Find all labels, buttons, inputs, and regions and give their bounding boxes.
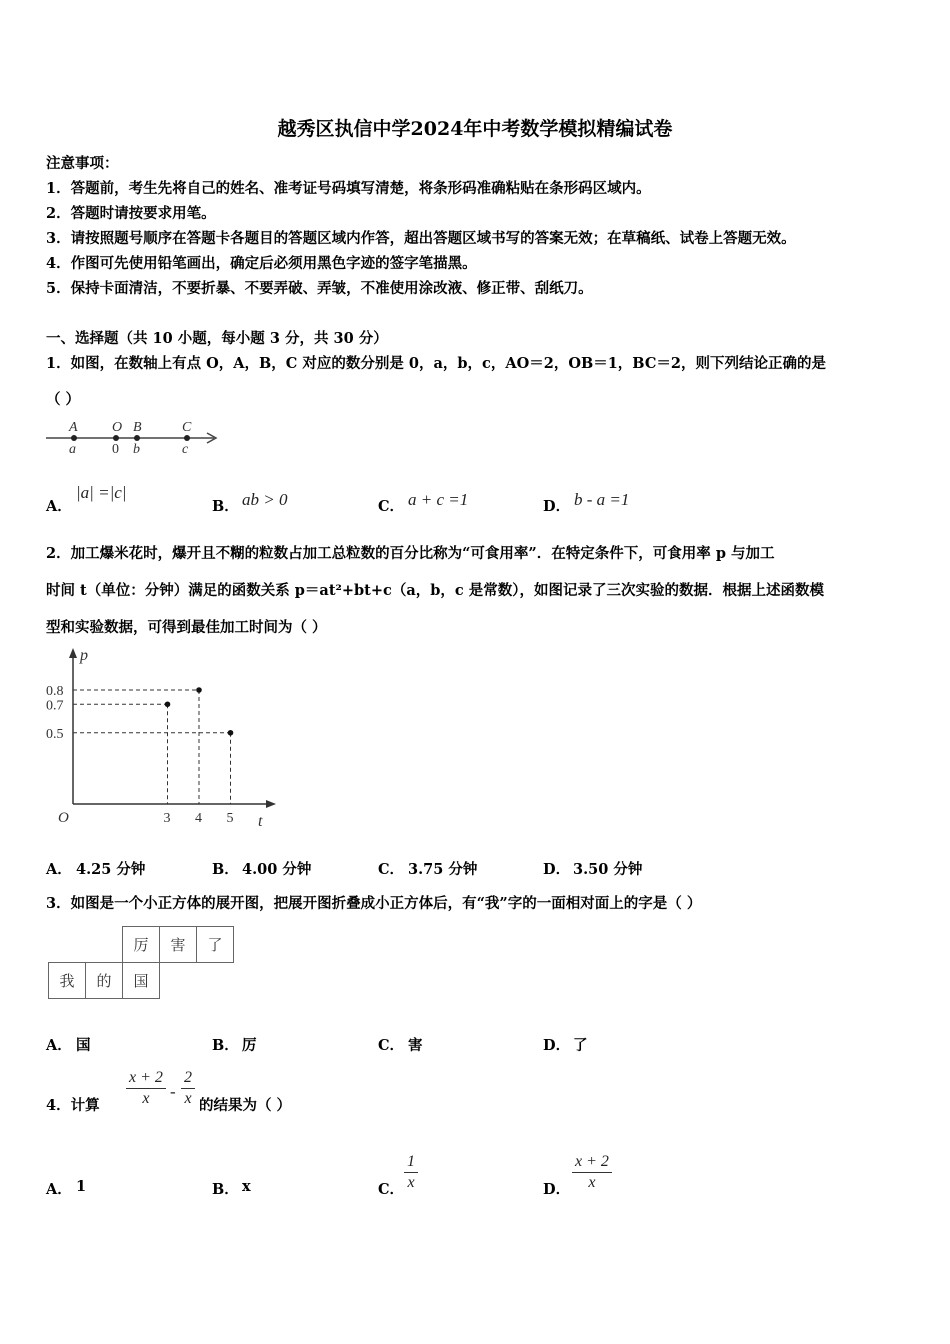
q4-option-c-denominator: x [407,1174,415,1191]
q1-stem-blank: （ ） [46,391,81,408]
x-axis-arrow [266,800,276,808]
q4-option-d-label: D． [543,1181,571,1198]
notice-item: 3．请按照题号顺序在答题卡各题目的答题区域内作答，超出答题区域书写的答案无效；在草稿纸、试卷上答题无效。 [46,230,796,247]
q4-option-a-label: A． [46,1181,72,1198]
q2-stem-line2: 时间 t（单位：分钟）满足的函数关系 p＝at²+bt+c（a，b，c 是常数），如图记录了三次实验的数据．根据上述函数模 [46,582,824,599]
label-B: B [133,420,142,435]
x-axis-label: t [258,813,263,830]
q1-option-d-label: D． [543,498,571,515]
point-o-dot [113,435,119,441]
q4-option-c-numerator: 1 [404,1152,418,1173]
q2-option-a-text: 4.25 分钟 [76,861,146,878]
y-tick-label: 0.8 [46,684,64,699]
q4-fraction-1 [126,1068,166,1109]
q2-chart [40,640,290,835]
q2-option-a-label: A． [46,861,72,878]
q1-number-line [42,416,232,460]
q4-frac2-numerator: 2 [181,1068,195,1089]
q3-stem: 3．如图是一个小正方体的展开图，把展开图折叠成小正方体后，有“我”字的一面相对面上的字是（ ） [46,895,702,912]
label-c: c [182,442,189,457]
q3-option-b-label: B． [212,1037,239,1054]
q2-stem-line1: 2．加工爆米花时，爆开且不糊的粒数占加工总粒数的百分比称为“可食用率”．在特定条件下，可食用率 p 与加工 [46,545,775,562]
data-point-0 [165,701,171,707]
q2-option-c-text: 3.75 分钟 [408,861,478,878]
y-axis-arrow [69,648,77,658]
label-0: 0 [112,442,119,457]
net-cell: 了 [197,927,234,963]
q3-option-a-label: A． [46,1037,72,1054]
q3-option-d-label: D． [543,1037,571,1054]
q4-option-d-fraction [572,1152,612,1193]
q2-option-b-text: 4.00 分钟 [242,861,312,878]
label-A: A [69,420,78,435]
section-heading: 一、选择题（共 10 小题，每小题 3 分，共 30 分） [46,330,388,347]
q3-option-a-text: 国 [76,1037,91,1054]
x-tick-label: 4 [195,811,202,826]
q1-option-c-expr: a + c =1 [408,490,469,509]
net-cell: 害 [160,927,197,963]
q4-option-b-text: x [242,1178,251,1195]
origin-label: O [58,810,69,826]
notice-item: 1．答题前，考生先将自己的姓名、准考证号码填写清楚，将条形码准确粘贴在条形码区域内。 [46,180,651,197]
q1-stem: 1．如图，在数轴上有点 O，A，B，C 对应的数分别是 0，a，b，c，AO＝2，OB＝1，BC＝2，则下列结论正确的是 [46,355,826,372]
q1-option-d-expr: b - a =1 [574,490,630,509]
q2-stem-line3: 型和实验数据，可得到最佳加工时间为（ ） [46,619,327,636]
q3-option-d-text: 了 [573,1037,588,1054]
y-axis-label: p [80,647,88,664]
point-c-dot [184,435,190,441]
label-a: a [69,442,76,457]
q4-frac2-denominator: x [184,1090,192,1107]
q1-option-b-expr: ab > 0 [242,490,288,509]
q1-option-a-label: A． [46,498,72,515]
q2-option-b-label: B． [212,861,239,878]
label-b: b [133,442,140,457]
data-point-1 [196,687,202,693]
q2-option-c-label: C． [378,861,405,878]
q4-option-c-fraction [404,1152,418,1193]
q3-option-b-text: 厉 [242,1037,257,1054]
notice-item: 4．作图可先使用铅笔画出，确定后必须用黑色字迹的签字笔描黑。 [46,255,477,272]
data-point-2 [228,730,234,736]
q4-fraction-2 [181,1068,195,1109]
y-tick-label: 0.7 [46,698,64,714]
q4-option-d-numerator: x + 2 [572,1152,612,1173]
net-cell: 的 [86,963,123,999]
x-tick-label: 5 [226,811,234,826]
q3-cube-net [48,926,234,999]
net-cell: 厉 [123,927,160,963]
page-title: 越秀区执信中学2024年中考数学模拟精编试卷 [277,118,673,140]
x-tick-label: 3 [163,811,171,826]
q1-option-c-label: C． [378,498,405,515]
q2-marks [73,687,233,804]
q4-option-c-label: C． [378,1181,405,1198]
q4-minus: - [170,1082,176,1101]
q2-axes [46,647,276,830]
notice-item: 5．保持卡面清洁，不要折暴、不要弄破、弄皱，不准使用涂改液、修正带、刮纸刀。 [46,280,593,297]
q2-option-d-label: D． [543,861,571,878]
net-cell: 国 [123,963,160,999]
q4-frac1-numerator: x + 2 [126,1068,166,1089]
q4-option-d-denominator: x [588,1174,596,1191]
net-cell: 我 [49,963,86,999]
q3-option-c-label: C． [378,1037,405,1054]
q1-option-a-expr: |a| =|c| [76,483,127,502]
q1-option-b-label: B． [212,498,239,515]
label-O: O [112,420,123,435]
label-C: C [182,420,192,435]
point-b-dot [134,435,140,441]
q4-option-b-label: B． [212,1181,239,1198]
q4-prefix: 4．计算 [46,1097,100,1114]
notice-heading: 注意事项： [46,155,119,172]
y-tick-label: 0.5 [46,726,64,742]
q3-option-c-text: 害 [408,1037,423,1054]
q4-option-a-text: 1 [76,1178,87,1195]
q2-option-d-text: 3.50 分钟 [573,861,643,878]
q4-frac1-denominator: x [142,1090,150,1107]
notice-item: 2．答题时请按要求用笔。 [46,205,216,222]
q4-suffix: 的结果为（ ） [199,1097,292,1114]
point-a-dot [71,435,77,441]
